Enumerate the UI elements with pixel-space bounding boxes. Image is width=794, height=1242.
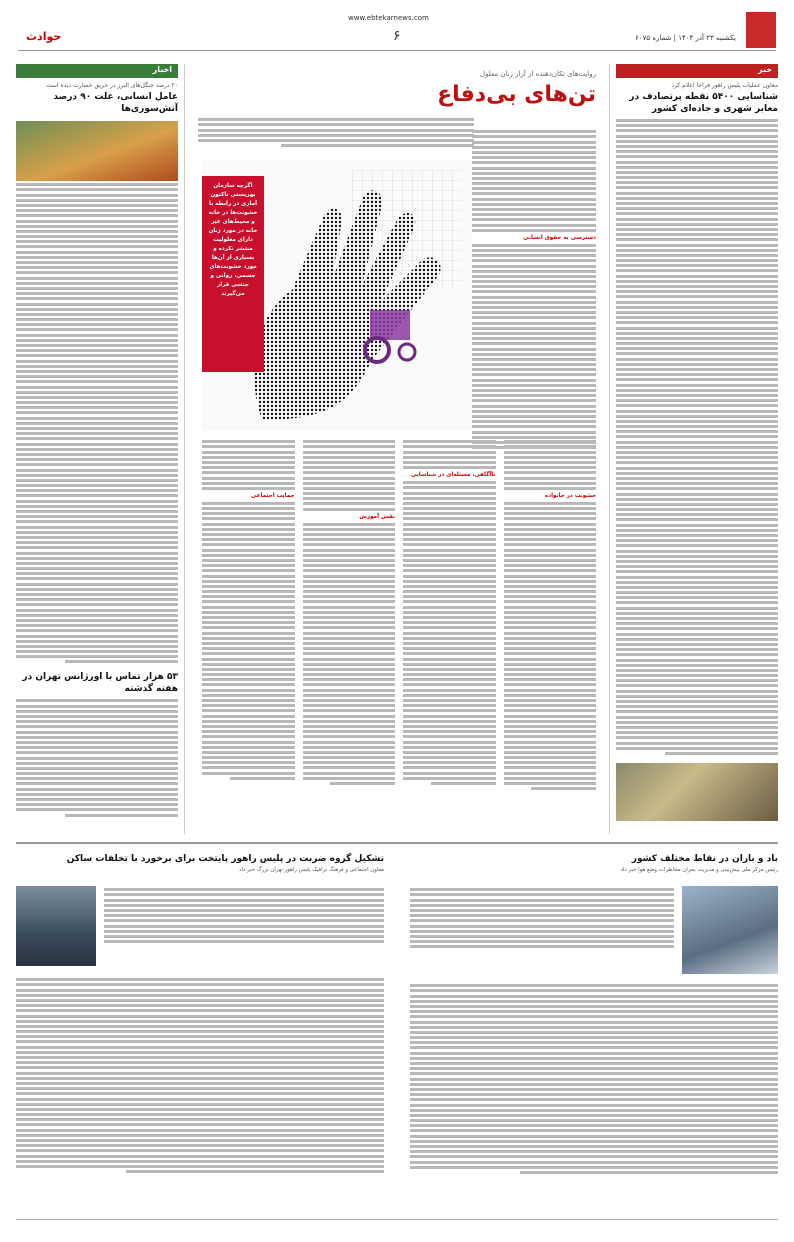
right-headline: شناسایی ۵۴۰۰ نقطه پرتصادف در معابر شهری و جاده‌ای کشور	[629, 92, 778, 114]
feature-col-4	[202, 438, 295, 828]
traffic-article	[16, 852, 384, 1222]
feature-col-2	[403, 438, 496, 828]
feature-col-1	[504, 438, 597, 828]
traffic-body	[104, 886, 384, 945]
subhead-3: ناآگاهی، مسئله‌ای در شناسایی	[411, 472, 496, 479]
right-kicker: معاون عملیات پلیس راهور فراجا اعلام کرد	[671, 82, 778, 89]
traffic-title: تشکیل گروه ضربت در پلیس راهور پایتخت برای برخورد با تخلفات ساکن	[66, 854, 384, 864]
weather-title: باد و باران در نقاط مختلف کشور	[631, 854, 778, 864]
news-tag-bar-left	[16, 64, 178, 78]
weather-body-2	[410, 982, 778, 1176]
bottom-section	[16, 842, 778, 1230]
feature-title: تن‌های بی‌دفاع	[437, 82, 596, 107]
traffic-body-2	[16, 976, 384, 1175]
weather-article	[410, 852, 778, 1222]
section-title: حوادث	[26, 30, 62, 43]
traffic-sub: معاون اجتماعی و فرهنگ ترافیک پلیس راهور تهران بزرگ خبر داد	[239, 867, 384, 873]
forest-fire-photo	[16, 121, 178, 181]
site-url[interactable]: www.ebtekarnews.com	[348, 14, 429, 22]
news-tag: خبر	[757, 65, 772, 74]
feature-kicker: روایت‌های تکان‌دهنده از آزار زنان معلول	[479, 70, 596, 78]
page-number: ۶	[393, 28, 401, 44]
right-body	[616, 119, 778, 755]
subhead-1: دسترسی به حقوق انسانی	[523, 234, 596, 241]
left-kicker: ۲۰ درصد جنگل‌های البرز در حریق خسارت دیده است	[45, 82, 178, 89]
page-footer	[16, 1219, 778, 1230]
weather-body	[410, 886, 674, 950]
left-body-2	[16, 699, 178, 816]
left-headline: عامل انسانی، علت ۹۰ درصد آتش‌سوزی‌ها	[53, 92, 178, 114]
main-feature	[190, 64, 604, 834]
subhead-5: حمایت اجتماعی	[251, 492, 295, 499]
left-body	[16, 183, 178, 663]
left-headline-2: ۵۳ هزار تماس با اورژانس تهران در هفته گذشته	[22, 672, 178, 695]
quote-box: اگرچه سازمان بهزیستی تاکنون آماری در رابطه با خشونت‌ها در خانه و محیط‌های غیر خانه در مورد زنان دارای معلولیت منتشر نکرده و بسیاری از آن‌ها مورد خشونت‌های جسمی، روانی و جنسی قرار می‌گیرند	[202, 176, 264, 372]
subhead-2: خشونت در خانواده	[544, 492, 596, 499]
issue-date: یکشنبه ۲۳ آذر ۱۴۰۴ | شماره ۶۰۷۵	[635, 34, 736, 42]
feature-columns	[202, 438, 596, 828]
right-column	[609, 64, 778, 834]
left-column	[16, 64, 185, 834]
feature-lead	[198, 116, 474, 149]
newspaper-logo	[746, 12, 776, 48]
news-tag-bar	[616, 64, 778, 78]
weather-sub: رئیس مرکز ملی پیش‌بینی و مدیریت بحران مخاطرات وضع هوا خبر داد	[620, 867, 778, 873]
rain-photo	[682, 886, 778, 974]
police-officer-photo	[16, 886, 96, 966]
right-photo	[616, 763, 778, 821]
subhead-4: نقش آموزش	[359, 513, 395, 520]
feature-col-right	[472, 128, 596, 488]
feature-col-3	[303, 438, 396, 828]
news-tag-left: اخبار	[152, 65, 172, 74]
page-header	[18, 14, 776, 51]
